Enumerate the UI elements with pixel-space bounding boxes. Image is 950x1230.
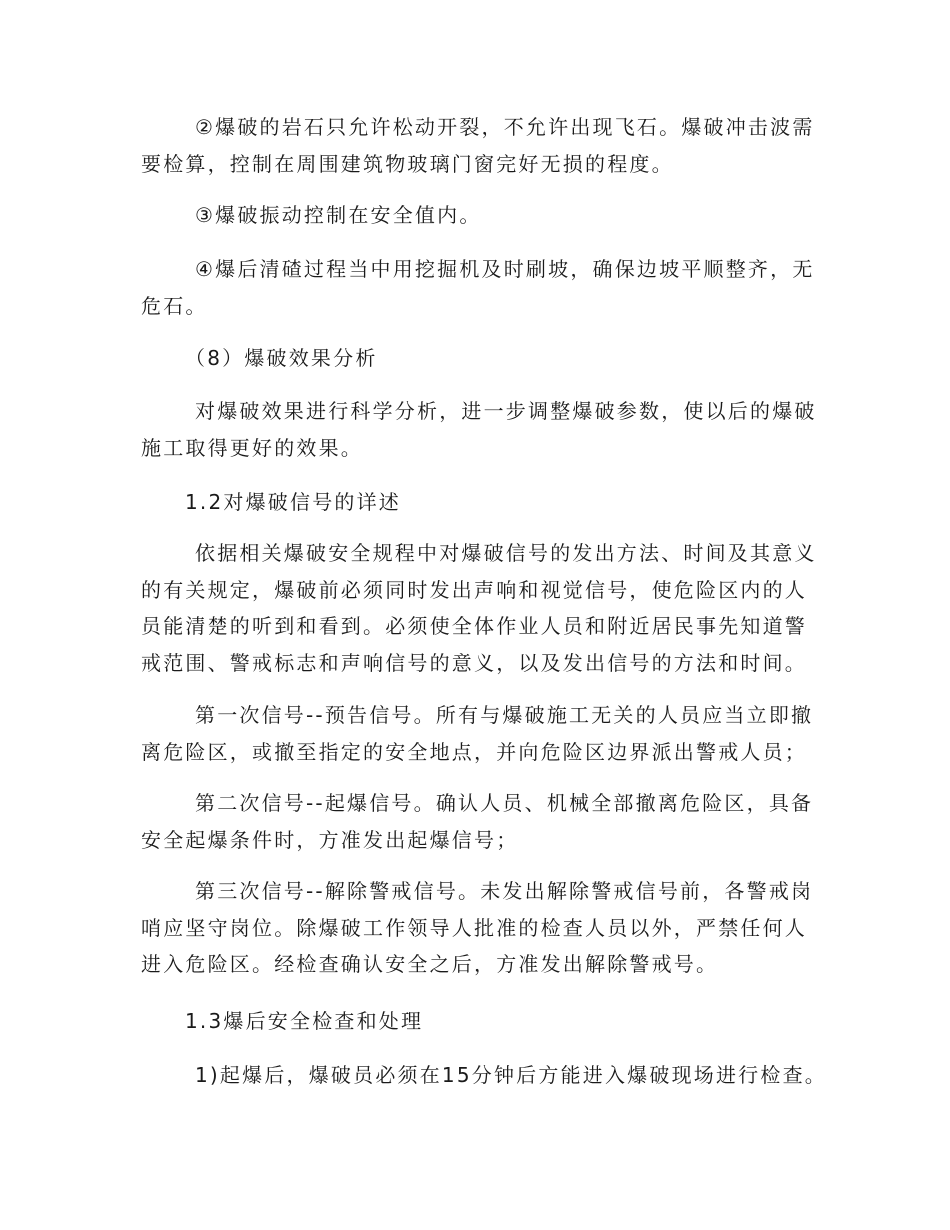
text-line: 进入危险区。经检查确认安全之后，方准发出解除警戒号。	[141, 952, 719, 976]
text-line: 的有关规定，爆破前必须同时发出声响和视觉信号，使危险区内的人	[141, 577, 807, 602]
paragraph-vibration-control	[141, 197, 809, 234]
text-line: 要检算，控制在周围建筑物玻璃门窗完好无损的程度。	[141, 151, 674, 176]
heading-text: 1.2对爆破信号的详述	[185, 490, 402, 514]
paragraph-slope-trimming	[141, 251, 815, 324]
text-line: 对爆破效果进行科学分析，进一步调整爆破参数，使以后的爆破	[195, 399, 817, 423]
text-line: 第一次信号--预告信号。所有与爆破施工无关的人员应当立即撤	[195, 703, 814, 727]
section-heading-post-blast-check	[141, 1003, 809, 1040]
text-line: ②爆破的岩石只允许松动开裂，不允许出现飞石。爆破冲击波需	[195, 115, 815, 139]
heading-text: （8）爆破效果分析	[185, 346, 378, 370]
text-line: 施工取得更好的效果。	[141, 435, 363, 460]
text-line: 哨应坚守岗位。除爆破工作领导人批准的检查人员以外，严禁任何人	[141, 915, 807, 940]
section-heading-blast-signals	[141, 484, 809, 521]
text-line: 危石。	[141, 293, 208, 318]
section-heading-blast-effect	[141, 340, 809, 377]
text-line: 第二次信号--起爆信号。确认人员、机械全部撤离危险区，具备	[195, 791, 814, 815]
text-line: 安全起爆条件时，方准发出起爆信号；	[141, 827, 519, 852]
text-line: ③爆破振动控制在安全值内。	[195, 203, 482, 227]
text-line: 戒范围、警戒标志和声响信号的意义，以及发出信号的方法和时间。	[141, 650, 807, 675]
text-line: 依据相关爆破安全规程中对爆破信号的发出方法、时间及其意义	[195, 541, 817, 565]
paragraph-first-signal	[141, 697, 814, 770]
text-line: ④爆后清碴过程当中用挖掘机及时刷坡，确保边坡平顺整齐，无	[195, 257, 815, 281]
text-line: 第三次信号--解除警戒信号。未发出解除警戒信号前，各警戒岗	[195, 879, 814, 903]
paragraph-effect-analysis	[141, 393, 817, 466]
paragraph-post-blast-entry	[141, 1057, 827, 1094]
paragraph-signal-rules	[141, 535, 817, 681]
text-line: 离危险区，或撤至指定的安全地点，并向危险区边界派出警戒人员；	[141, 739, 807, 764]
text-line: 1)起爆后，爆破员必须在15分钟后方能进入爆破现场进行检查。	[195, 1063, 827, 1087]
text-line: 员能清楚的听到和看到。必须使全体作业人员和附近居民事先知道警	[141, 614, 807, 638]
paragraph-second-signal	[141, 785, 814, 858]
heading-text: 1.3爆后安全检查和处理	[185, 1009, 424, 1033]
paragraph-third-signal	[141, 873, 814, 983]
paragraph-rock-flying	[141, 109, 815, 182]
